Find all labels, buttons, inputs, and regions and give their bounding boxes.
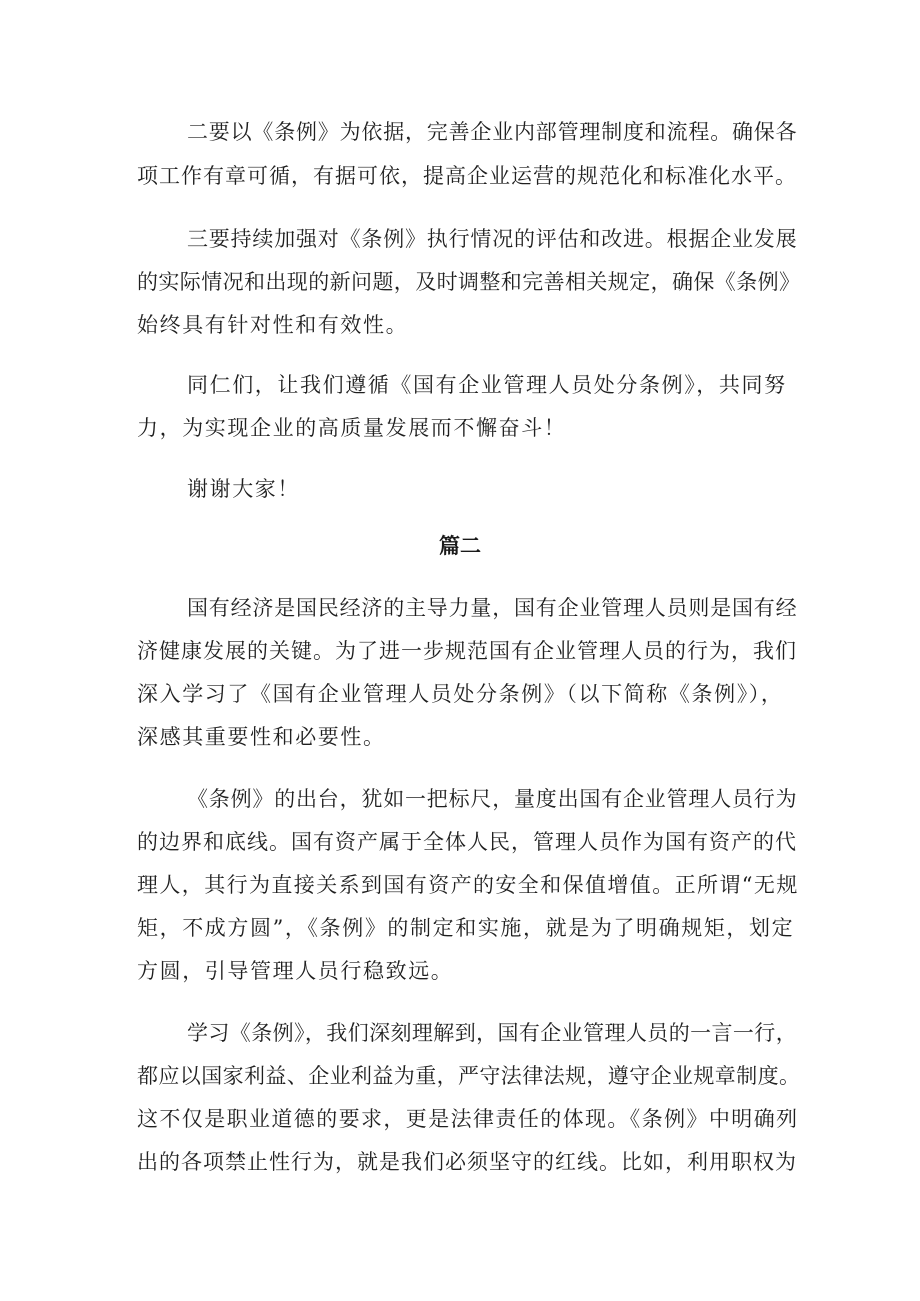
section-paragraph-2-line-5: 方圆，引导管理人员行稳致远。 [137,959,454,983]
section-paragraph-3-line-1: 学习《条例》，我们深刻理解到，国有企业管理人员的一言一行， [187,1021,798,1045]
paragraph-2-line-2: 项工作有章可循，有据可依，提高企业运营的规范化和标准化水平。 [137,164,797,188]
paragraph-3-line-2: 的实际情况和出现的新问题，及时调整和完善相关规定，确保《条例》 [137,270,801,294]
closing-line-1: 同仁们，让我们遵循《国有企业管理人员处分条例》，共同努 [187,373,787,397]
section-paragraph-3-line-2: 都应以国家利益、企业利益为重，严守法律法规，遵守企业规章制度。 [137,1064,801,1088]
section-paragraph-2-line-2: 的边界和底线。国有资产属于全体人民，管理人员作为国有资产的代 [137,830,797,854]
paragraph-2-line-1: 二要以《条例》为依据，完善企业内部管理制度和流程。确保各 [187,120,798,144]
paragraph-3-line-3: 始终具有针对性和有效性。 [137,313,409,337]
section-paragraph-1-line-1: 国有经济是国民经济的主导力量，国有企业管理人员则是国有经 [187,596,798,620]
section-paragraph-2-line-3: 理人，其行为直接关系到国有资产的安全和保值增值。正所谓“无规 [137,873,799,897]
closing-line-2: 力，为实现企业的高质量发展而不懈奋斗！ [137,416,567,440]
section-paragraph-1-line-3: 深入学习了《国有企业管理人员处分条例》（以下简称《条例》）， [137,682,784,706]
section-paragraph-1-line-4: 深感其重要性和必要性。 [137,725,386,749]
section-paragraph-2-line-1: 《条例》的出台，犹如一把标尺，量度出国有企业管理人员行为 [187,787,798,811]
section-paragraph-1-line-2: 济健康发展的关键。为了进一步规范国有企业管理人员的行为，我们 [137,639,797,663]
section-paragraph-2-line-4: 矩，不成方圆”，《条例》的制定和实施，就是为了明确规矩，划定 [137,916,795,940]
section-paragraph-3-line-3: 这不仅是职业道德的要求，更是法律责任的体现。《条例》中明确列 [137,1107,799,1131]
paragraph-3-line-1: 三要持续加强对《条例》执行情况的评估和改进。根据企业发展 [187,227,798,251]
section-heading: 篇二 [439,533,481,558]
thanks-line: 谢谢大家！ [187,477,300,501]
section-paragraph-3-line-4: 出的各项禁止性行为，就是我们必须坚守的红线。比如，利用职权为 [137,1150,797,1174]
